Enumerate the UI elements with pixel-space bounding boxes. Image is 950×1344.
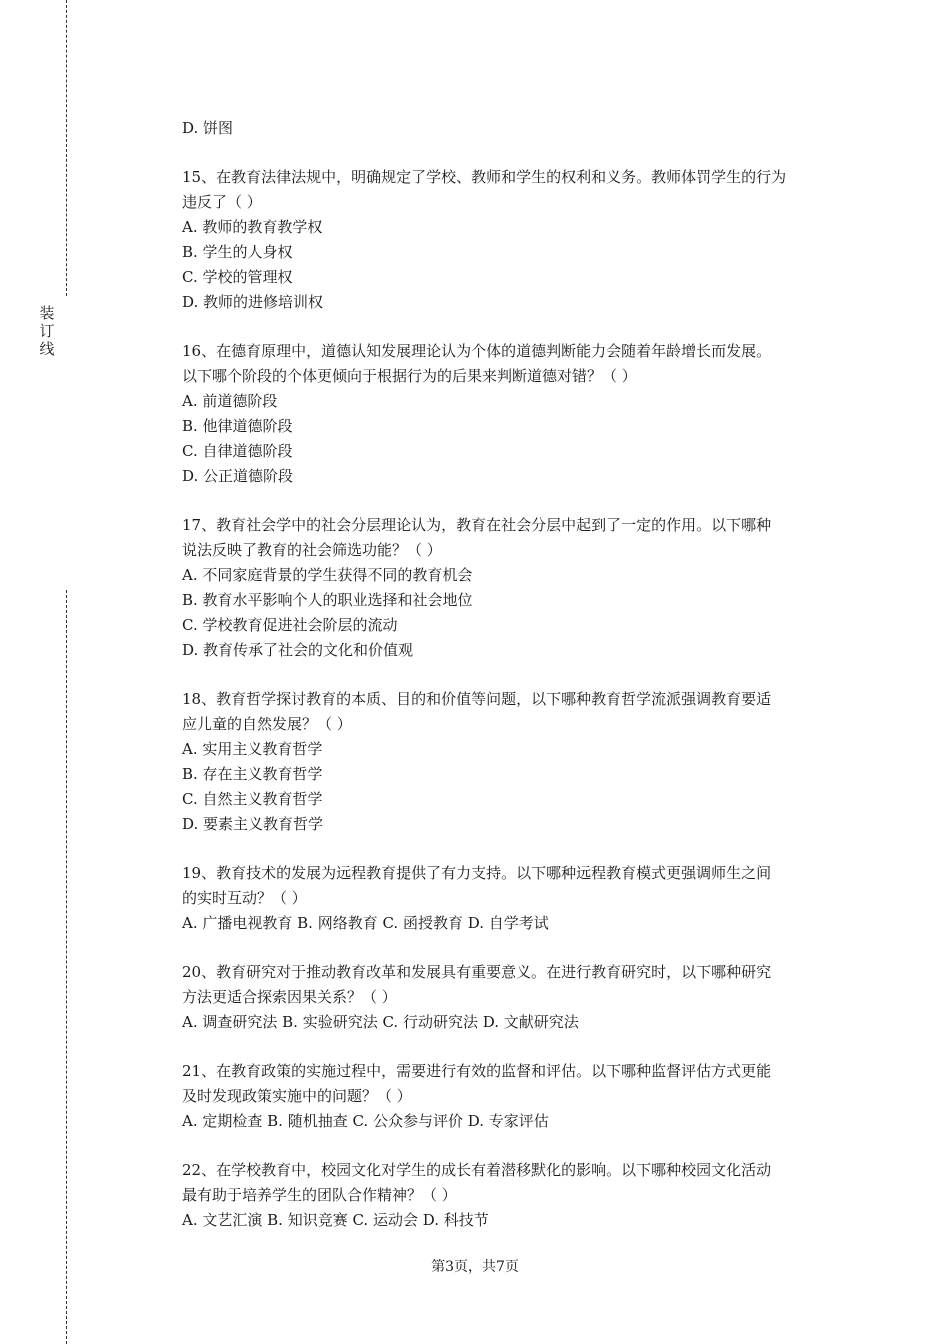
question-block: [182, 165, 837, 315]
binding-char: 订: [39, 322, 55, 340]
question-stem-line: 最有助于培养学生的团队合作精神？（ ）: [182, 1186, 457, 1204]
question-stem-line: 说法反映了教育的社会筛选功能？（ ）: [182, 541, 442, 559]
option-text: C. 自然主义教育哲学: [182, 790, 323, 808]
question-stem-line: 应儿童的自然发展？（ ）: [182, 715, 352, 733]
question-stem-line: 21、在教育政策的实施过程中，需要进行有效的监督和评估。以下哪种监督评估方式更能: [182, 1062, 772, 1080]
question-stem-line: 方法更适合探索因果关系？（ ）: [182, 988, 397, 1006]
question-block: [182, 960, 837, 1035]
option-text: D. 教师的进修培训权: [182, 293, 324, 311]
option-text: A. 不同家庭背景的学生获得不同的教育机会: [182, 566, 473, 584]
binding-label: [37, 304, 57, 358]
option-text: C. 学校教育促进社会阶层的流动: [182, 616, 398, 634]
question-stem-line: 违反了（ ）: [182, 193, 262, 211]
option-text: D. 要素主义教育哲学: [182, 815, 324, 833]
option-text: A. 文艺汇演 B. 知识竞赛 C. 运动会 D. 科技节: [182, 1211, 489, 1229]
option-text: D. 公正道德阶段: [182, 467, 294, 485]
option-text: D. 饼图: [182, 119, 234, 137]
option-text: A. 前道德阶段: [182, 392, 278, 410]
question-stem-line: 20、教育研究对于推动教育改革和发展具有重要意义。在进行教育研究时，以下哪种研究: [182, 963, 772, 981]
question-stem-line: 18、教育哲学探讨教育的本质、目的和价值等问题，以下哪种教育哲学流派强调教育要适: [182, 690, 772, 708]
option-text: B. 学生的人身权: [182, 243, 293, 261]
question-block: [182, 339, 837, 489]
question-block: [182, 513, 837, 663]
question-stem-line: 及时发现政策实施中的问题？（ ）: [182, 1087, 412, 1105]
binding-char: 装: [39, 304, 55, 322]
option-text: B. 存在主义教育哲学: [182, 765, 323, 783]
question-stem-line: 17、教育社会学中的社会分层理论认为，教育在社会分层中起到了一定的作用。以下哪种: [182, 516, 772, 534]
option-text: A. 广播电视教育 B. 网络教育 C. 函授教育 D. 自学考试: [182, 914, 549, 932]
question-list: [182, 116, 837, 1233]
question-stem-line: 16、在德育原理中，道德认知发展理论认为个体的道德判断能力会随着年龄增长而发展。: [182, 342, 772, 360]
option-text: C. 自律道德阶段: [182, 442, 293, 460]
option-text: D. 教育传承了社会的文化和价值观: [182, 641, 414, 659]
question-block: [182, 1059, 837, 1134]
question-block: [182, 687, 837, 837]
question-stem-line: 15、在教育法律法规中，明确规定了学校、教师和学生的权利和义务。教师体罚学生的行为: [182, 168, 787, 186]
question-stem-line: 19、教育技术的发展为远程教育提供了有力支持。以下哪种远程教育模式更强调师生之间: [182, 864, 772, 882]
option-text: C. 学校的管理权: [182, 268, 293, 286]
option-text: B. 教育水平影响个人的职业选择和社会地位: [182, 591, 473, 609]
question-block: [182, 1158, 837, 1233]
option-text: A. 调查研究法 B. 实验研究法 C. 行动研究法 D. 文献研究法: [182, 1013, 579, 1031]
option-text: A. 实用主义教育哲学: [182, 740, 323, 758]
option-text: B. 他律道德阶段: [182, 417, 293, 435]
question-stem-line: 22、在学校教育中，校园文化对学生的成长有着潜移默化的影响。以下哪种校园文化活动: [182, 1161, 772, 1179]
binding-line-bottom: [66, 590, 67, 1344]
question-stem-line: 以下哪个阶段的个体更倾向于根据行为的后果来判断道德对错？（ ）: [182, 367, 637, 385]
option-text: A. 定期检查 B. 随机抽查 C. 公众参与评价 D. 专家评估: [182, 1112, 549, 1130]
question-block: [182, 861, 837, 936]
binding-line-top: [66, 0, 67, 296]
question-stem-line: 的实时互动？（ ）: [182, 889, 307, 907]
binding-char: 线: [39, 340, 55, 358]
page-footer: 第3页，共7页: [431, 1259, 519, 1275]
option-text: A. 教师的教育教学权: [182, 218, 323, 236]
